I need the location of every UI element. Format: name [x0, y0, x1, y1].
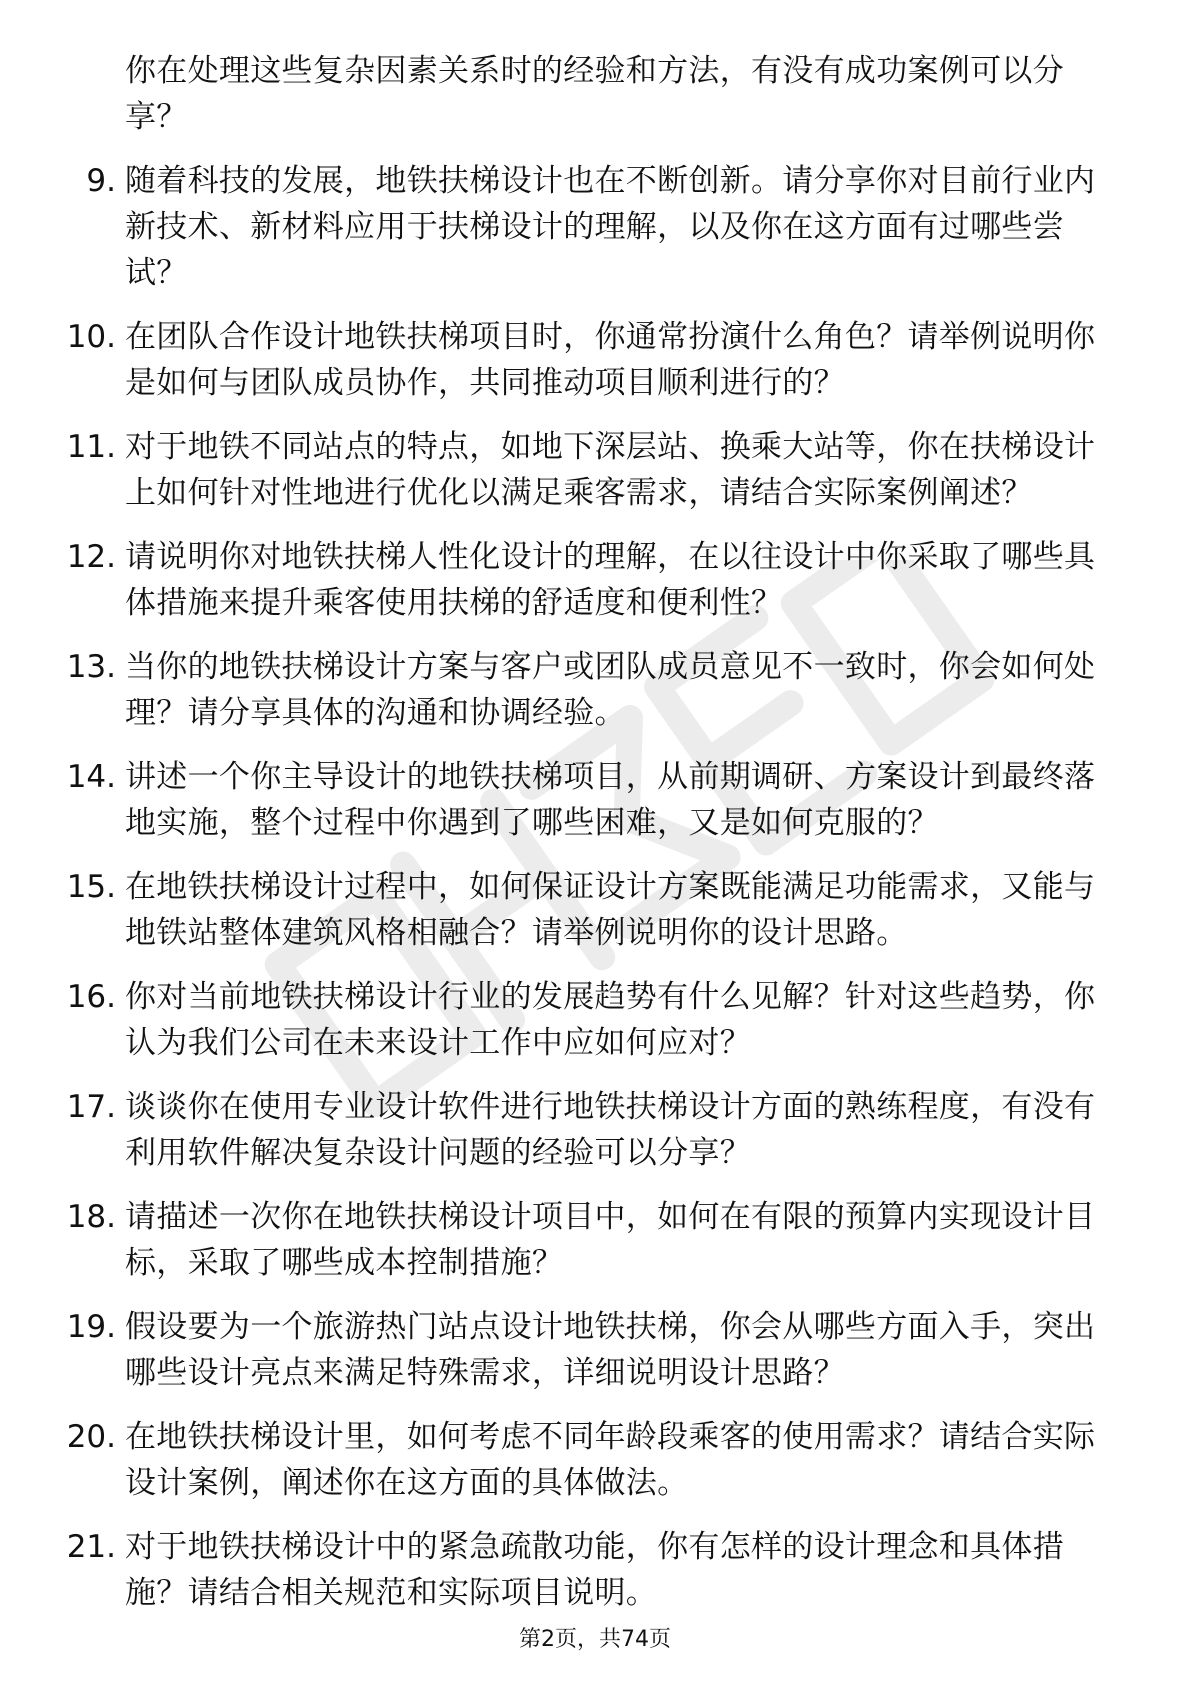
question-number: 12. — [66, 539, 116, 575]
page-number-footer: 第2页，共74页 — [519, 1627, 671, 1652]
question-item — [0, 1084, 1190, 1176]
question-number: 17. — [66, 1089, 116, 1125]
question-number: 10. — [66, 319, 116, 355]
question-text: 讲述一个你主导设计的地铁扶梯项目，从前期调研、方案设计到最终落地实施，整个过程中你遇到了哪些困难，又是如何克服的？ — [125, 759, 1096, 841]
question-list — [0, 48, 1190, 1616]
question-text: 请描述一次你在地铁扶梯设计项目中，如何在有限的预算内实现设计目标，采取了哪些成本控制措施？ — [125, 1199, 1096, 1281]
question-item — [0, 1194, 1190, 1286]
continuation-text: 你在处理这些复杂因素关系时的经验和方法，有没有成功案例可以分享？ — [125, 53, 1064, 135]
question-item — [0, 314, 1190, 406]
question-number: 14. — [66, 759, 116, 795]
question-item — [0, 1414, 1190, 1506]
question-text: 在地铁扶梯设计过程中，如何保证设计方案既能满足功能需求，又能与地铁站整体建筑风格相融合？请举例说明你的设计思路。 — [125, 869, 1096, 951]
question-item — [0, 1524, 1190, 1616]
question-text: 请说明你对地铁扶梯人性化设计的理解，在以往设计中你采取了哪些具体措施来提升乘客使用扶梯的舒适度和便利性？ — [125, 539, 1096, 621]
question-text: 在团队合作设计地铁扶梯项目时，你通常扮演什么角色？请举例说明你是如何与团队成员协作，共同推动项目顺利进行的？ — [125, 319, 1096, 401]
question-text: 当你的地铁扶梯设计方案与客户或团队成员意见不一致时，你会如何处理？请分享具体的沟通和协调经验。 — [125, 649, 1096, 731]
question-item — [0, 754, 1190, 846]
question-item — [0, 424, 1190, 516]
question-number: 20. — [66, 1419, 116, 1455]
question-item — [0, 644, 1190, 736]
question-number: 18. — [66, 1199, 116, 1235]
question-text: 对于地铁扶梯设计中的紧急疏散功能，你有怎样的设计理念和具体措施？请结合相关规范和实际项目说明。 — [125, 1529, 1064, 1611]
question-number: 11. — [66, 429, 116, 465]
question-text: 对于地铁不同站点的特点，如地下深层站、换乘大站等，你在扶梯设计上如何针对性地进行优化以满足乘客需求，请结合实际案例阐述？ — [125, 429, 1096, 511]
question-item — [0, 864, 1190, 956]
question-number: 16. — [66, 979, 116, 1015]
question-number: 13. — [66, 649, 116, 685]
question-number: 15. — [66, 869, 116, 905]
question-item — [0, 158, 1190, 296]
question-text: 在地铁扶梯设计里，如何考虑不同年龄段乘客的使用需求？请结合实际设计案例，阐述你在这方面的具体做法。 — [125, 1419, 1096, 1501]
question-text: 随着科技的发展，地铁扶梯设计也在不断创新。请分享你对目前行业内新技术、新材料应用于扶梯设计的理解，以及你在这方面有过哪些尝试？ — [125, 163, 1096, 291]
question-item — [0, 974, 1190, 1066]
question-number: 19. — [66, 1309, 116, 1345]
question-item — [0, 534, 1190, 626]
question-text: 谈谈你在使用专业设计软件进行地铁扶梯设计方面的熟练程度，有没有利用软件解决复杂设计问题的经验可以分享？ — [125, 1089, 1096, 1171]
question-item — [0, 1304, 1190, 1396]
question-text: 你对当前地铁扶梯设计行业的发展趋势有什么见解？针对这些趋势，你认为我们公司在未来设计工作中应如何应对？ — [125, 979, 1096, 1061]
question-number: 21. — [66, 1529, 116, 1565]
question-number: 9. — [86, 163, 116, 199]
question-text: 假设要为一个旅游热门站点设计地铁扶梯，你会从哪些方面入手，突出哪些设计亮点来满足特殊需求，详细说明设计思路？ — [125, 1309, 1096, 1391]
